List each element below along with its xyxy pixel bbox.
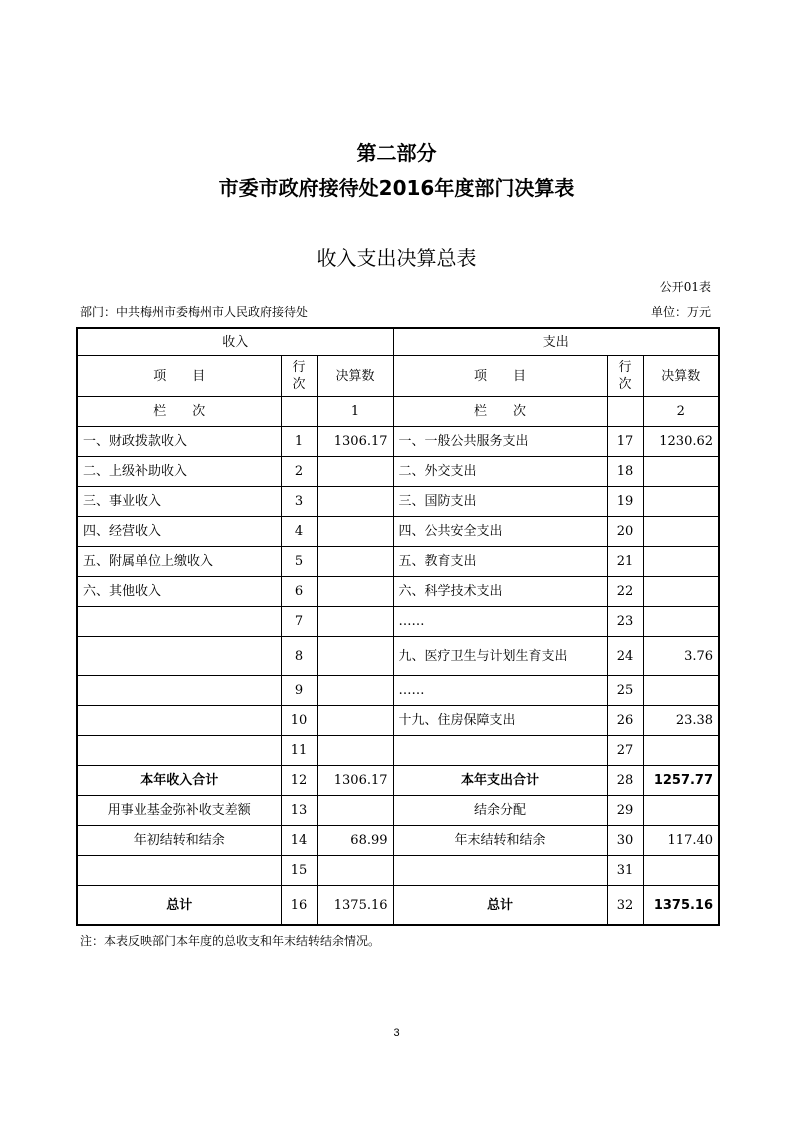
income-row-no: 3 — [281, 487, 317, 517]
table-row — [77, 607, 719, 637]
income-row-no: 9 — [281, 676, 317, 706]
expense-item: 二、外交支出 — [393, 457, 607, 487]
expense-amount — [643, 487, 719, 517]
expense-subtotal-label: 本年支出合计 — [393, 766, 607, 796]
income-item: 四、经营收入 — [77, 517, 281, 547]
expense-amount — [643, 676, 719, 706]
income-item — [77, 676, 281, 706]
expense-amount — [643, 736, 719, 766]
table-row — [77, 427, 719, 457]
income-item — [77, 856, 281, 886]
document-title: 市委市政府接待处2016年度部门决算表 — [218, 176, 575, 200]
part-title: 第二部分 — [356, 141, 437, 165]
income-subtotal-amount: 1306.17 — [317, 766, 393, 796]
expense-row-no-header: 行次 — [607, 356, 643, 397]
expense-item: 结余分配 — [393, 796, 607, 826]
column-index-row — [77, 397, 719, 427]
expense-row-no: 22 — [607, 577, 643, 607]
expense-amount: 1230.62 — [643, 427, 719, 457]
expense-row-no: 25 — [607, 676, 643, 706]
expense-amount: 23.38 — [643, 706, 719, 736]
income-amount — [317, 607, 393, 637]
expense-row-no: 24 — [607, 637, 643, 676]
table-row — [77, 676, 719, 706]
expense-row-no: 26 — [607, 706, 643, 736]
table-row — [77, 706, 719, 736]
income-amount — [317, 796, 393, 826]
empty-cell — [281, 397, 317, 427]
expense-row-no: 19 — [607, 487, 643, 517]
table-title: 收入支出决算总表 — [316, 246, 477, 270]
expense-row-no: 23 — [607, 607, 643, 637]
income-amount: 68.99 — [317, 826, 393, 856]
income-item-header: 项 目 — [77, 356, 281, 397]
income-row-no: 8 — [281, 637, 317, 676]
income-row-no: 14 — [281, 826, 317, 856]
expense-total-label: 总计 — [393, 886, 607, 926]
income-row-no: 15 — [281, 856, 317, 886]
table-row — [77, 577, 719, 607]
income-row-no: 5 — [281, 547, 317, 577]
expense-row-no: 28 — [607, 766, 643, 796]
expense-amount — [643, 577, 719, 607]
income-item: 六、其他收入 — [77, 577, 281, 607]
table-row — [77, 637, 719, 676]
total-row — [77, 886, 719, 926]
expense-row-no: 27 — [607, 736, 643, 766]
expense-item-header: 项 目 — [393, 356, 607, 397]
expense-column-index: 2 — [643, 397, 719, 427]
income-amount — [317, 856, 393, 886]
expense-item: 一、一般公共服务支出 — [393, 427, 607, 457]
subtotal-row — [77, 766, 719, 796]
income-amount-header: 决算数 — [317, 356, 393, 397]
expense-item: 十九、住房保障支出 — [393, 706, 607, 736]
income-item — [77, 706, 281, 736]
expense-row-no: 31 — [607, 856, 643, 886]
table-row — [77, 796, 719, 826]
income-item: 年初结转和结余 — [77, 826, 281, 856]
income-amount — [317, 517, 393, 547]
expense-total-amount: 1375.16 — [643, 886, 719, 926]
table-header-row — [77, 328, 719, 356]
expense-amount: 117.40 — [643, 826, 719, 856]
expense-item: 四、公共安全支出 — [393, 517, 607, 547]
table-row — [77, 487, 719, 517]
income-amount — [317, 676, 393, 706]
expense-item: 五、教育支出 — [393, 547, 607, 577]
expense-row-no: 20 — [607, 517, 643, 547]
expense-item: 九、医疗卫生与计划生育支出 — [393, 637, 607, 676]
expense-item — [393, 856, 607, 886]
income-subtotal-label: 本年收入合计 — [77, 766, 281, 796]
expense-amount — [643, 796, 719, 826]
table-row — [77, 856, 719, 886]
income-amount — [317, 706, 393, 736]
income-header: 收入 — [77, 328, 393, 356]
income-column-label: 栏 次 — [77, 397, 281, 427]
expense-row-no: 21 — [607, 547, 643, 577]
income-amount — [317, 637, 393, 676]
expense-item: 年末结转和结余 — [393, 826, 607, 856]
income-row-no: 12 — [281, 766, 317, 796]
income-item — [77, 607, 281, 637]
income-column-index: 1 — [317, 397, 393, 427]
income-item: 一、财政拨款收入 — [77, 427, 281, 457]
expense-amount — [643, 607, 719, 637]
expense-item: 三、国防支出 — [393, 487, 607, 517]
expense-row-no: 32 — [607, 886, 643, 926]
income-total-label: 总计 — [77, 886, 281, 926]
expense-row-no: 30 — [607, 826, 643, 856]
expense-row-no: 29 — [607, 796, 643, 826]
expense-column-label: 栏 次 — [393, 397, 607, 427]
income-item — [77, 637, 281, 676]
expense-amount — [643, 856, 719, 886]
expense-amount — [643, 517, 719, 547]
empty-cell — [607, 397, 643, 427]
income-amount — [317, 577, 393, 607]
table-row — [77, 517, 719, 547]
income-row-no: 6 — [281, 577, 317, 607]
income-row-no: 16 — [281, 886, 317, 926]
expense-header: 支出 — [393, 328, 719, 356]
income-row-no: 1 — [281, 427, 317, 457]
expense-amount-header: 决算数 — [643, 356, 719, 397]
page-number: 3 — [393, 1027, 400, 1039]
income-row-no: 13 — [281, 796, 317, 826]
income-amount: 1306.17 — [317, 427, 393, 457]
income-row-no: 10 — [281, 706, 317, 736]
table-row — [77, 736, 719, 766]
table-row — [77, 547, 719, 577]
income-row-no: 4 — [281, 517, 317, 547]
expense-amount — [643, 457, 719, 487]
income-row-no: 11 — [281, 736, 317, 766]
department-label: 部门：中共梅州市委梅州市人民政府接待处 — [80, 305, 309, 319]
table-note: 注：本表反映部门本年度的总收支和年末结转结余情况。 — [80, 934, 381, 948]
income-item: 三、事业收入 — [77, 487, 281, 517]
income-amount — [317, 736, 393, 766]
income-amount — [317, 457, 393, 487]
income-row-no: 2 — [281, 457, 317, 487]
income-row-no-header: 行次 — [281, 356, 317, 397]
income-item: 二、上级补助收入 — [77, 457, 281, 487]
expense-item — [393, 736, 607, 766]
table-row — [77, 826, 719, 856]
income-amount — [317, 487, 393, 517]
table-row — [77, 457, 719, 487]
expense-amount — [643, 547, 719, 577]
income-total-amount: 1375.16 — [317, 886, 393, 926]
expense-item: …… — [393, 607, 607, 637]
income-amount — [317, 547, 393, 577]
expense-row-no: 17 — [607, 427, 643, 457]
income-row-no: 7 — [281, 607, 317, 637]
income-item — [77, 736, 281, 766]
income-item: 五、附属单位上缴收入 — [77, 547, 281, 577]
expense-item: …… — [393, 676, 607, 706]
expense-subtotal-amount: 1257.77 — [643, 766, 719, 796]
form-number: 公开01表 — [659, 280, 711, 294]
expense-amount: 3.76 — [643, 637, 719, 676]
expense-item: 六、科学技术支出 — [393, 577, 607, 607]
column-header-row — [77, 356, 719, 397]
expense-row-no: 18 — [607, 457, 643, 487]
unit-label: 单位：万元 — [650, 305, 711, 319]
income-item: 用事业基金弥补收支差额 — [77, 796, 281, 826]
income-expense-table — [76, 327, 720, 926]
